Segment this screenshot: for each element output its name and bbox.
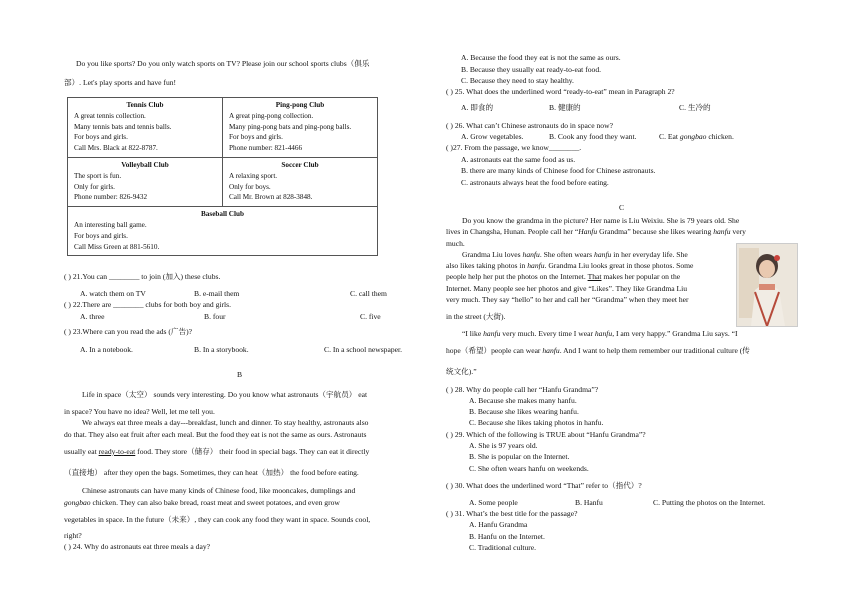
section-b-heading: B [237, 370, 243, 379]
passage-c-line [462, 251, 688, 260]
text-span: . Grandma Liu looks great in those photos. Some [544, 261, 694, 270]
passage-b-line: We always eat three meals a day---breakfast, lunch and dinner. To stay healthy, astronauts also [82, 418, 369, 427]
q25-option-a: A. 即食的 [461, 103, 494, 112]
passage-b-line: in space? You have no idea? Well, let me tell you. [64, 407, 215, 416]
club-cell-baseball [68, 207, 378, 256]
club-line: Many tennis bats and tennis balls. [74, 122, 172, 131]
grandma-photo [736, 243, 798, 327]
q31-option-c: C. Traditional culture. [469, 543, 537, 552]
q21-option-b: B. e-mail them [194, 289, 240, 298]
q23-option-b: B. In a storybook. [194, 345, 249, 354]
passage-c-line: very much. They say “hello” to her and call her “Grandma” when they meet her [446, 295, 689, 304]
club-line: Call Miss Green at 881-5610. [74, 242, 160, 251]
underlined-word: That [587, 272, 602, 281]
q27-option-a: A. astronauts eat the same food as us. [461, 155, 576, 164]
italic-word: gongbao [64, 498, 91, 507]
club-line: Call Mr. Brown at 828-3848. [229, 193, 313, 202]
passage-c-line [446, 347, 750, 356]
intro-line-1: Do you like sports? Do you only watch sports on TV? Please join our school sports clubs（俱乐 [76, 59, 370, 68]
club-line: Call Mrs. Black at 822-8787. [74, 144, 158, 153]
passage-c-line: Internet. Many people see her photos and give “Likes”. They like Grandma Liu [446, 284, 688, 293]
passage-c-line: much. [446, 239, 465, 248]
club-line: A relaxing sport. [229, 171, 278, 180]
text-span: . She often wears [539, 250, 595, 259]
club-line: A great tennis collection. [74, 111, 146, 120]
q27-option-c: C. astronauts always heat the food before eating. [461, 178, 609, 187]
question-22: ( ) 22.There are ________ clubs for both boy and girls. [64, 300, 232, 309]
q30-option-a: A. Some people [469, 498, 518, 507]
passage-b-line: vegetables in space. In the future（未来）, they can cook any food they want in space. Sounds cool, [64, 515, 371, 524]
club-title: Soccer Club [281, 160, 319, 169]
q26-option-b: B. Cook any food they want. [549, 132, 637, 141]
text-span: also likes taking photos in [446, 261, 528, 270]
question-28: ( ) 28. Why do people call her “Hanfu Grandma”? [446, 385, 599, 394]
q29-option-b: B. She is popular on the Internet. [469, 452, 570, 461]
q26-option-c [659, 133, 734, 142]
intro-line-2: 部）. Let's play sports and have fun! [64, 78, 177, 87]
text-span: in her everyday life. She [611, 250, 688, 259]
club-line: For boys and girls. [74, 231, 128, 240]
text-span: C. Eat [659, 132, 680, 141]
italic-word: Hanfu [578, 227, 598, 236]
passage-c-line: 统文化).” [446, 367, 477, 376]
q24-option-a: A. Because the food they eat is not the same as ours. [461, 53, 621, 62]
club-line: The sport is fun. [74, 171, 122, 180]
question-21: ( ) 21.You can ________ to join (加入) these clubs. [64, 272, 221, 281]
q24-option-b: B. Because they usually eat ready-to-eat food. [461, 65, 602, 74]
italic-word: hanfu [527, 261, 545, 270]
question-27: ( )27. From the passage, we know________. [446, 143, 582, 152]
passage-b-line [64, 499, 340, 508]
italic-word: hanfu [594, 250, 612, 259]
club-line: Phone number: 826-9432 [74, 193, 148, 202]
clubs-table [67, 97, 378, 256]
text-span: chicken. They can also bake bread, roast meat and sweet potatoes, and even grow [90, 498, 340, 507]
passage-b-line: （直接地） after they open the bags. Sometimes, they can heat（加热） the food before eating. [64, 468, 359, 477]
italic-word: gongbao [679, 132, 707, 141]
text-span: lives in Changsha, Hunan. People call her “ [446, 227, 579, 236]
club-line: For boys and girls. [229, 133, 283, 142]
text-span: usually eat [64, 447, 99, 456]
text-span: food. They store（储存） their food in special bags. They can eat it directly [135, 447, 370, 456]
q31-option-b: B. Hanfu on the Internet. [469, 532, 545, 541]
text-span: . And I want to help them remember our traditional culture (传 [559, 346, 750, 355]
text-span: very [730, 227, 746, 236]
text-span: very much. Every time I wear [500, 329, 595, 338]
club-cell-volleyball [68, 157, 223, 206]
q29-option-c: C. She often wears hanfu on weekends. [469, 464, 589, 473]
q25-option-b: B. 健康的 [549, 103, 581, 112]
club-cell-pingpong [223, 98, 378, 158]
italic-word: hanfu [522, 250, 540, 259]
passage-c-line [462, 330, 738, 339]
club-title: Tennis Club [126, 101, 164, 109]
q25-option-c: C. 生冷的 [679, 103, 711, 112]
passage-c-line [446, 228, 746, 237]
text-span: people help her put the photos on the Internet. [446, 272, 588, 281]
text-span: hope（希望）people can wear [446, 346, 543, 355]
q28-option-a: A. Because she makes many hanfu. [469, 396, 577, 405]
question-23: ( ) 23.Where can you read the ads (广告)? [64, 327, 192, 336]
club-line: A great ping-pong collection. [229, 111, 314, 120]
q27-option-b: B. there are many kinds of Chinese food for Chinese astronauts. [461, 166, 656, 175]
passage-c-line: Do you know the grandma in the picture? Her name is Liu Weixiu. She is 79 years old. She [462, 216, 740, 225]
section-c-heading: C [619, 203, 625, 212]
q23-option-c: C. In a school newspaper. [324, 345, 403, 354]
passage-c-line [446, 262, 693, 271]
question-31: ( ) 31. What’s the best title for the passage? [446, 509, 578, 518]
question-24: ( ) 24. Why do astronauts eat three meals a day? [64, 542, 210, 551]
club-line: Many ping-pong bats and ping-pong balls. [229, 122, 352, 131]
question-25: ( ) 25. What does the underlined word “ready-to-eat” mean in Paragraph 2? [446, 87, 675, 96]
q22-option-c: C. five [360, 312, 381, 321]
italic-word: hanfu [713, 227, 731, 236]
text-span: Grandma Liu loves [462, 250, 523, 259]
q28-option-c: C. Because she likes taking photos in hanfu. [469, 418, 604, 427]
club-line: Only for girls. [74, 182, 115, 191]
question-30: ( ) 30. What does the underlined word “That” refer to（指代）? [446, 481, 642, 490]
q31-option-a: A. Hanfu Grandma [469, 520, 528, 529]
q26-option-a: A. Grow vegetables. [461, 132, 524, 141]
q22-option-a: A. three [80, 312, 105, 321]
club-cell-tennis [68, 98, 223, 158]
club-line: For boys and girls. [74, 133, 128, 142]
q23-option-a: A. In a notebook. [80, 345, 133, 354]
passage-b-line: do that. They also eat fruit after each meal. But the food they eat is not the same as ours. Astronauts [64, 430, 367, 439]
passage-b-line [64, 448, 369, 457]
text-span: , I am very happy.” Grandma Liu says. “I [612, 329, 738, 338]
q24-option-c: C. Because they need to stay healthy. [461, 76, 574, 85]
q30-option-b: B. Hanfu [575, 498, 603, 507]
question-29: ( ) 29. Which of the following is TRUE about “Hanfu Grandma”? [446, 430, 646, 439]
q30-option-c: C. Putting the photos on the Internet. [653, 498, 766, 507]
grandma-photo-illustration [737, 244, 797, 326]
underlined-word: ready-to-eat [98, 447, 136, 456]
q21-option-a: A. watch them on TV [80, 289, 146, 298]
q21-option-c: C. call them [350, 289, 387, 298]
question-26: ( ) 26. What can’t Chinese astronauts do in space now? [446, 121, 613, 130]
text-span: makes her popular on the [601, 272, 681, 281]
club-title: Baseball Club [201, 210, 244, 219]
text-span: “I like [462, 329, 484, 338]
q28-option-b: B. Because she likes wearing hanfu. [469, 407, 579, 416]
text-span: chicken. [706, 132, 734, 141]
italic-word: hanfu [594, 329, 613, 338]
club-line: Phone number: 821-4466 [229, 144, 303, 153]
passage-b-line: right? [64, 531, 82, 540]
italic-word: hanfu [542, 346, 560, 355]
passage-c-line [446, 273, 680, 282]
club-line: Only for boys. [229, 182, 271, 191]
italic-word: hanfu [483, 329, 501, 338]
club-title: Volleyball Club [121, 160, 169, 169]
text-span: Grandma” because she likes wearing [597, 227, 714, 236]
club-cell-soccer [223, 157, 378, 206]
club-title: Ping-pong Club [275, 101, 325, 109]
q22-option-b: B. four [204, 312, 226, 321]
passage-b-line: Chinese astronauts can have many kinds of Chinese food, like mooncakes, dumplings and [82, 486, 356, 495]
q29-option-a: A. She is 97 years old. [469, 441, 538, 450]
passage-b-line: Life in space（太空） sounds very interesting. Do you know what astronauts（宇航员） eat [82, 390, 368, 399]
club-line: An interesting ball game. [74, 220, 147, 229]
passage-c-line: in the street (大街). [446, 312, 506, 321]
